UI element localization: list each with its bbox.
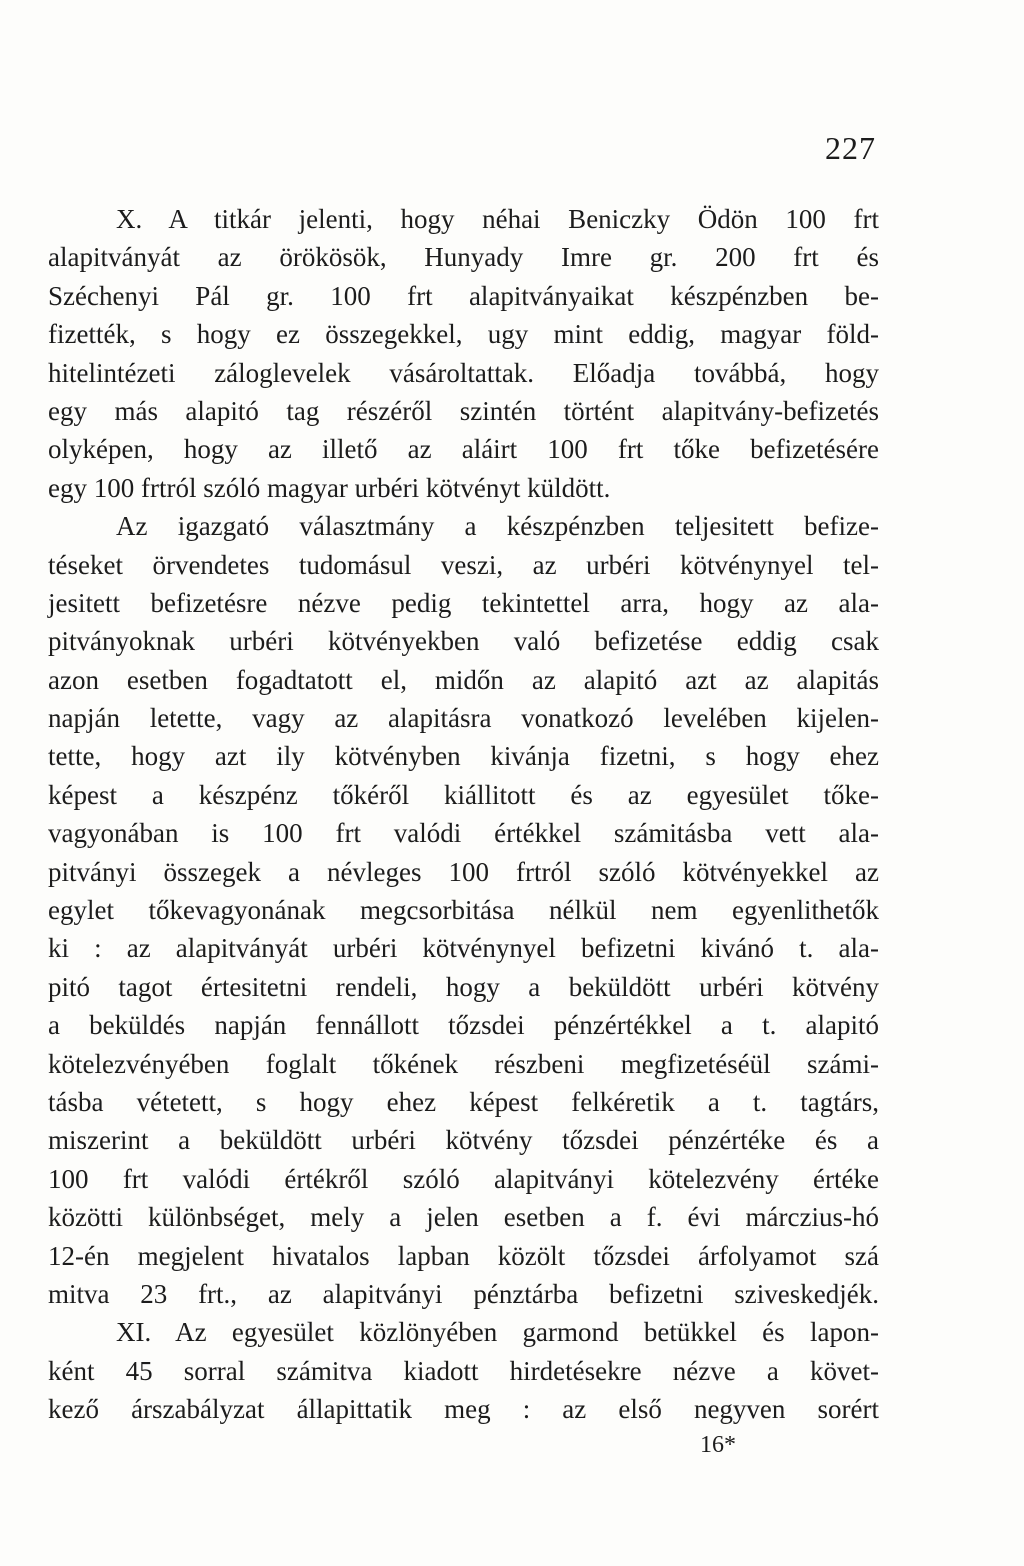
text-line: pitványi összegek a névleges 100 frtról szóló kötvényekkel az [48, 856, 879, 887]
text-line: egy 100 frtról szóló magyar urbéri kötvényt küldött. [48, 472, 611, 503]
text-line: tásba vétetett, s hogy ehez képest felkéretik a t. tagtárs, [48, 1086, 879, 1117]
text-line: XI. Az egyesület közlönyében garmond betükkel és lapon- [116, 1317, 879, 1348]
text-line: a beküldés napján fennállott tőzsdei pénzértékkel a t. alapitó [48, 1010, 879, 1041]
text-line: ki : az alapitványát urbéri kötvénynyel befizetni kivánó t. ala- [48, 933, 879, 964]
text-line: vagyonában is 100 frt valódi értékkel számitásba vett ala- [48, 818, 879, 849]
text-line: jesitett befizetésre nézve pedig tekintettel arra, hogy az ala- [48, 587, 879, 618]
text-line: Széchenyi Pál gr. 100 frt alapitványaikat készpénzben be- [48, 280, 879, 311]
printer-signature-mark: 16* [700, 1432, 736, 1458]
text-line: miszerint a beküldött urbéri kötvény tőzsdei pénzértéke és a [48, 1125, 879, 1156]
text-line: Az igazgató választmány a készpénzben teljesitett befize- [116, 511, 879, 542]
text-line: napján letette, vagy az alapitásra vonatkozó levelében kijelen- [48, 703, 879, 734]
text-line: kötelezvényében foglalt tőkének részbeni megfizetéséül számi- [48, 1048, 879, 1079]
text-line: kező árszabályzat állapittatik meg : az első negyven sorért [48, 1394, 879, 1425]
text-line: egylet tőkevagyonának megcsorbitása nélkül nem egyenlithetők [48, 895, 879, 926]
text-line: 100 frt valódi értékről szóló alapitványi kötelezvény értéke [48, 1163, 879, 1194]
page-number: 227 [825, 130, 876, 166]
text-line: ként 45 sorral számitva kiadott hirdetésekre nézve a követ- [48, 1355, 879, 1386]
text-line: tette, hogy azt ily kötvényben kivánja fizetni, s hogy ehez [48, 741, 879, 772]
text-line: X. A titkár jelenti, hogy néhai Beniczky Ödön 100 frt [116, 204, 879, 234]
text-line: pitványoknak urbéri kötvényekben való befizetése eddig csak [48, 626, 879, 657]
text-line: pitó tagot értesitetni rendeli, hogy a beküldött urbéri kötvény [48, 971, 879, 1002]
text-line: egy más alapitó tag részéről szintén történt alapitvány-befizetés [48, 395, 879, 426]
text-line: fizették, s hogy ez összegekkel, ugy mint eddig, magyar föld- [48, 319, 879, 350]
text-line: azon esetben fogadtatott el, midőn az alapitó azt az alapitás [48, 664, 879, 695]
text-line: 12-én megjelent hivatalos lapban közölt tőzsdei árfolyamot szá [48, 1240, 879, 1271]
text-line: hitelintézeti záloglevelek vásároltattak. Előadja továbbá, hogy [48, 357, 879, 388]
text-line: olyképen, hogy az illető az aláirt 100 frt tőke befizetésére [48, 434, 879, 465]
text-line: képest a készpénz tőkéről kiállitott és az egyesület tőke- [48, 779, 879, 810]
body-text [48, 200, 879, 1429]
text-line: közötti különbséget, mely a jelen esetben a f. évi márczius-hó [48, 1202, 879, 1233]
text-line: alapitványát az örökösök, Hunyady Imre gr. 200 frt és [48, 242, 879, 273]
text-line: mitva 23 frt., az alapitványi pénztárba befizetni sziveskedjék. [48, 1278, 879, 1309]
text-line: téseket örvendetes tudomásul veszi, az urbéri kötvénynyel tel- [48, 549, 879, 580]
